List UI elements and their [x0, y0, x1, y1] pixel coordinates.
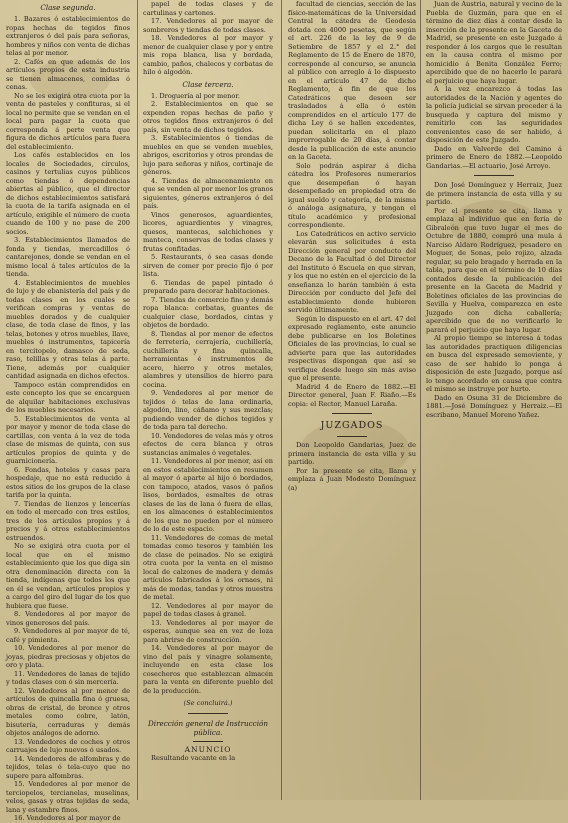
paragraph: 2. Establecimientos en que se expenden ropas hechas de paño y otros tegidos finos extranjeros ó del país, sin venta de dichos tegidos. — [143, 100, 273, 134]
conclusion-note: (Se concluirá.) — [183, 699, 233, 707]
section-heading: Clase tercera. — [182, 79, 234, 89]
section-heading: Clase segunda. — [40, 3, 96, 12]
column-1 — [6, 0, 130, 822]
paragraph: Juan de Austria, natural y vecino de la Puebla de Guzmán, para que en el término de diez días á contar desde la inserción de la presente en la Gaceta de Madrid, se presente en este Juzgado á responder á los cargos que le resultan en la causa contra el mismo por homicidio á Benita González Ferro; apercibido que de no hacerlo le parará el perjuicio que haya lugar. — [426, 0, 562, 85]
divider — [188, 713, 228, 714]
paragraph: Madrid 4 de Enero de 1882.—El Director general, Juan F. Riaño.—Es copia: el Rector, Manuel Laraña. — [288, 382, 416, 408]
paragraph: No se les exigirá otra cuota por la venta de pasteles y confituras, si el local no permite que se vendan en el local para pagar la cuota que corresponda á perte venta que figura de dichos artículos para fuera del establecimiento. — [6, 91, 130, 151]
paragraph: 6. Fondas, hoteles y casas para hospedaje, que no está reducido á estos sitios de los grupos de la clase tarifa por la quinta. — [6, 465, 130, 499]
paragraph: 10. Vendedores al por menor de joyas, piedras preciosas y objetos de oro y plata. — [6, 644, 130, 669]
column-rule — [420, 0, 421, 800]
paragraph: Resultando vacante en la — [151, 754, 236, 762]
divider — [337, 436, 367, 437]
paragraph: 4. Establecimientos de muebles de lujo y de ebanistería del país y de todas clases en los cuales se verifican compras y ventas de muebles dorados y de cualquier clase, de toda clase de finos, y las telas, botones y otros muebles, llave, muebles ó instrumentos, tapicería en tercitopelo, damasco de seda, raso, telillas y otras telas á parte. Tiene, además por cualquier cantidad asignada en dichos efectos. — [6, 278, 130, 380]
paragraph: 12. Vendedores al por menor de artículos de quincalla fina ó gruesa, obras de cristal, de bronce y otros metales como cobre, latón, bisutería, cerraduras y demás objetos análogos de adorno. — [6, 686, 130, 737]
paragraph: Dado en Valverde del Camino á primero de Enero de 1882.—Leopoldo Gandarias.—El actuario, José Arroyo. — [426, 144, 562, 170]
paragraph: 14. Vendedores de alfombras y de tejidos, telas ó tela-cuyo que no supere para alfombras. — [6, 754, 130, 780]
divider — [332, 413, 372, 414]
paragraph: 8. Tiendas al por menor de efectos de ferretería, cerrajería, cuchillería, cuchillería y fina quincalla, herramientas é instrumentos de acero, hierro y otros metales, alambres y utensilios de hierro para cocina. — [143, 329, 273, 389]
paragraph: 14. Vendedores al por mayor de vino del país y vinagre solamente, incluyendo en esta clase los cosecheros que establezcan almacén para la venta en diferente pueblo del de la producción. — [143, 644, 273, 695]
anuncio-heading: ANUNCIO — [184, 744, 232, 754]
column-4-paragraphs-2 — [426, 181, 562, 419]
paragraph: papel de todas clases y de cartulinas y cartones. — [143, 0, 273, 17]
paragraph: 5. Restaurants, ó sea casas donde sirven de comer por precio fijo ó por lista. — [143, 253, 273, 278]
paragraph: 9. Vendedores al por menor de tejidos ó telas de lana ordinaria, algodón, lino, cáñamo y sus mezclas; pudiendo vender de dichos tegidos y de toda para tal derecho. — [143, 389, 273, 431]
paragraph: 15. Vendedores al por menor de terciopelos, tercianelas, muselinas, velos, gasas y otras tejidas de seda, lana y estambre finos. — [6, 780, 130, 814]
column-4 — [426, 0, 562, 800]
paragraph: 9. Vendedores al por mayor de té, café y pimienta. — [6, 627, 130, 644]
column-rule — [137, 0, 138, 800]
paragraph: 5. Establecimientos de venta al por mayor y menor de toda clase de cartillas, con venta á la vez de toda clase de mismas de quinta, con sus artículos propios de quinta y de guarnicionería. — [6, 414, 130, 465]
paragraph: Los Catedráticos en activo servicio elevarán sus solicitudes á esta Dirección general por conducto del Decano de la Facultad ó del Director del Instituto ó Escuela en que sirvan, y los que no estén en el ejercicio de la enseñanza lo harán también á esta Dirección por conducto del Jefe del establecimiento donde hubieren servido últimamente. — [288, 229, 416, 314]
paragraph: Al propio tiempo se interesa á todas las autoridades practiquen diligencias en busca del expresado semoviente, y caso de ser habido lo ponga á disposición de este Juzgado, porque así lo tengo acordado en causa que contra el mismo se instruye por hurto. — [426, 334, 562, 393]
paragraph: 12. Vendedores al por mayor de papel de todas clases á granel. — [143, 601, 273, 618]
paragraph: No se exigirá otra cuota por el local que en el mismo establecimiento que los que diga sin otra denominación directa con la tienda, indígenas que todos los que en él se vendan, artículos propios y a cargo del giro del lugar de los que hubiera que fuese. — [6, 542, 130, 610]
divider — [474, 175, 514, 176]
paragraph: Don José Domínguez y Herraiz, Juez de primera instancia de esta villa y su partido. — [426, 181, 562, 206]
section-title: JUZGADOS — [320, 420, 384, 431]
paragraph: Tampoco están comprendidos en este concepto los que se encarguen de alquilar habitaciones exclusivas de los muebles necesarios. — [6, 380, 130, 414]
section-title: Dirección general de Instrucción pública. — [148, 718, 268, 737]
paragraph: Por el presente se cita, llama y emplaza al individuo que en feria de Gibraleón que tuvo lugar el mes de Octubre de 1880, compró una mula á Narciso Aldaro Rodríguez, pesadero en Moguer, de Sonas, pelo rojizo, alzada regular, su pelo bragado y herrada en la tabla, para que en el término de 10 días contados desde la publicación del presente en la Gaceta de Madrid y Boletines oficiales de las provincias de Sevilla y Huelva, comparezca en este Juzgado con dicha caballería; apercibido que de no verificarlo le parará el perjuicio que haya lugar. — [426, 206, 562, 334]
paragraph: 3. Establecimientos ó tiendas de muebles en que se venden muebles, abrigos, escritorios y otros prendas de lujo para señoras y niños, cortinaje de géneros. — [143, 134, 273, 176]
paragraph: facultad de ciencias, sección de las físico-matemáticas de la Universidad Central la cátedra de Geodesia dotada con 4000 pesetas, que según el art. 226 de la ley de 9 de Setiembre de 1857 y el 2.° del Reglamento de 15 de Enero de 1870, corresponde al concurso, se anuncia al público con arreglo á lo dispuesto en el artículo 47 de dicho Reglamento, á fin de que los Catedráticos que deseen ser trasladados á ella ó estén comprendidos en el artículo 177 de dicha Ley ó se hallen excedentes, puedan solicitarla en el plazo improrrogable de 20 días, á contar desde la publicación de este anuncio en la Gaceta. — [288, 0, 416, 161]
paragraph: Por la presente se cita, llama y emplaza á Juan Modesto Domínguez (a) — [288, 466, 416, 492]
paragraph: Los cafés establecidos en los locales de Sociedades, círculos, casinos y tertulias cuyos públicos como tiendas ó dependencias abiertas al público, que el director de dichos establecimientos satisfará la cuota de la tarifa asignada en el artículo, exigible el número de cuota cuando de 100 y no pase de 200 socios. — [6, 151, 130, 236]
paragraph: 7. Tiendas de lienzos y lencerías en todo el mercado con tres estilos, tres de los artículos propios y á precios y á otros establecimientos estruendos. — [6, 499, 130, 542]
column-4-paragraphs — [426, 0, 562, 170]
paragraph: 8. Vendedores al por mayor de vinos generosos del país. — [6, 610, 130, 627]
paragraph: 18. Vendedores al por mayor y menor de cualquier clase y por y entre mis ropa blanca, lisa y bordada, cambio, paños, chalecos y corbatas de hilo ó algodón. — [143, 34, 273, 76]
paragraph: 10. Vendedores de velas más y otros efectos de cera blanca y otras sustancias animales ó vegetales. — [143, 431, 273, 457]
column-3-paragraphs — [288, 0, 416, 408]
paragraph: 1. Bazares ó establecimientos de ropas hechas de tegidos finos extranjeros ó del país para señoras, hombres y niños con venta de dichas telas al por menor. — [6, 15, 130, 57]
column-3-bottom-paragraphs — [288, 441, 416, 492]
column-2-top-paragraphs — [143, 0, 273, 77]
paragraph: 13. Vendedores al por mayor de esperas, aunque sea en vez de loza para abrirse de construcción. — [143, 618, 273, 644]
divider — [193, 741, 223, 742]
paragraph: 11. Vendedores al por menor, así en en estos establecimientos en resumen al mayor ó aparte al hijo ó bordados, con tampoco, atados, vasos ó paños lisos, bordados, esmaltes de otras clases de las de lana ó fuera de ellas, en los almacenes ó establecimientos de los que no pueden por el número de lo de este espacio. — [143, 457, 273, 533]
paragraph: 11. Vendedores de comas de metal tomadas como tesoros y también los de clase de peinados. No se exigirá otra cuota por la venta en el mismo local de calzones de madera y demás artículos fabricados á los ornaes, ni más de modas, tandas y otros muestra de metal. — [143, 533, 273, 601]
column-1-paragraphs — [6, 15, 130, 823]
paragraph: A la vez encarezco á todas las autoridades de la Nación y agentes de la policía judicial se sirvan proceder á la busqueda y captura del mismo y remitirlo con las seguridades convenientes caso de ser habido, á disposición de este Juzgado. — [426, 85, 562, 144]
column-rule — [281, 0, 282, 800]
paragraph: 13. Vendedores de coches y otros carruajes de lujo nuevos ó usados. — [6, 737, 130, 754]
paragraph: 1. Droguería al por menor. — [151, 91, 240, 100]
paragraph: 11. Vendedores de lanas de tejido y todas clases con ó sin mercería. — [6, 669, 130, 686]
paragraph: Don Leopoldo Gandarias, Juez de primera instancia de esta villa y su partido. — [288, 441, 416, 466]
paragraph: Vinos generosos, aguardientes, licores, aguardientes y vinagres, quesos, mantecas, salchichones y manteca, conservas de todas clases y frutas confitadas. — [143, 210, 273, 253]
paragraph: 7. Tiendas de comercio fino y demás ropa blanca: corbatas, guantes de cualquier clase, bordados, cintas y objetos de bordado. — [143, 295, 273, 329]
paragraph: Dado en Osuna 31 de Diciembre de 1881.—José Domínguez y Herraiz.—El escribano, Manuel Moreno Yañez. — [426, 393, 562, 419]
paragraph: 17. Vendedores al por mayor de sombreros y tiendas de todas clases. — [143, 17, 273, 34]
paragraph: 4. Tiendas de almacenamiento en que se venden al por menor los granos siguientes, géneros extranjeros ó del país. — [143, 176, 273, 210]
paragraph: 16. Vendedores al por mayor de — [14, 814, 121, 822]
paragraph: Según lo dispuesto en el art. 47 del expresado reglamento, este anuncio debe publicarse en los Boletines Oficiales de las provincias, lo cual se advierte para que las autoridades respectivas dispongan que así se verifique desde luego sin más aviso que el presente. — [288, 314, 416, 382]
column-2-paragraphs — [143, 92, 273, 696]
paragraph: 3. Establecimientos llamados de fonda y tiendas, mercadillos ó cantarejones, donde se vendan en el mismo local á tales artículos de la tienda. — [6, 236, 130, 278]
column-2 — [143, 0, 273, 800]
paragraph: 6. Tiendas de papel pintado ó preparado para decorar habitaciones. — [143, 278, 273, 295]
paragraph: Solo podrán aspirar á dicha cátedra los Profesores numerarios que desempeñan ó hayan desempeñado en propiedad otra de igual sueldo y categoría, de la misma ó análoga asignatura, y tengan el título académico y profesional correspondiente. — [288, 161, 416, 229]
column-3 — [288, 0, 416, 800]
paragraph: 2. Cafés en que además de los artículos propios de esta industria se tienen almacenes, comidas ó cenas. — [6, 57, 130, 91]
